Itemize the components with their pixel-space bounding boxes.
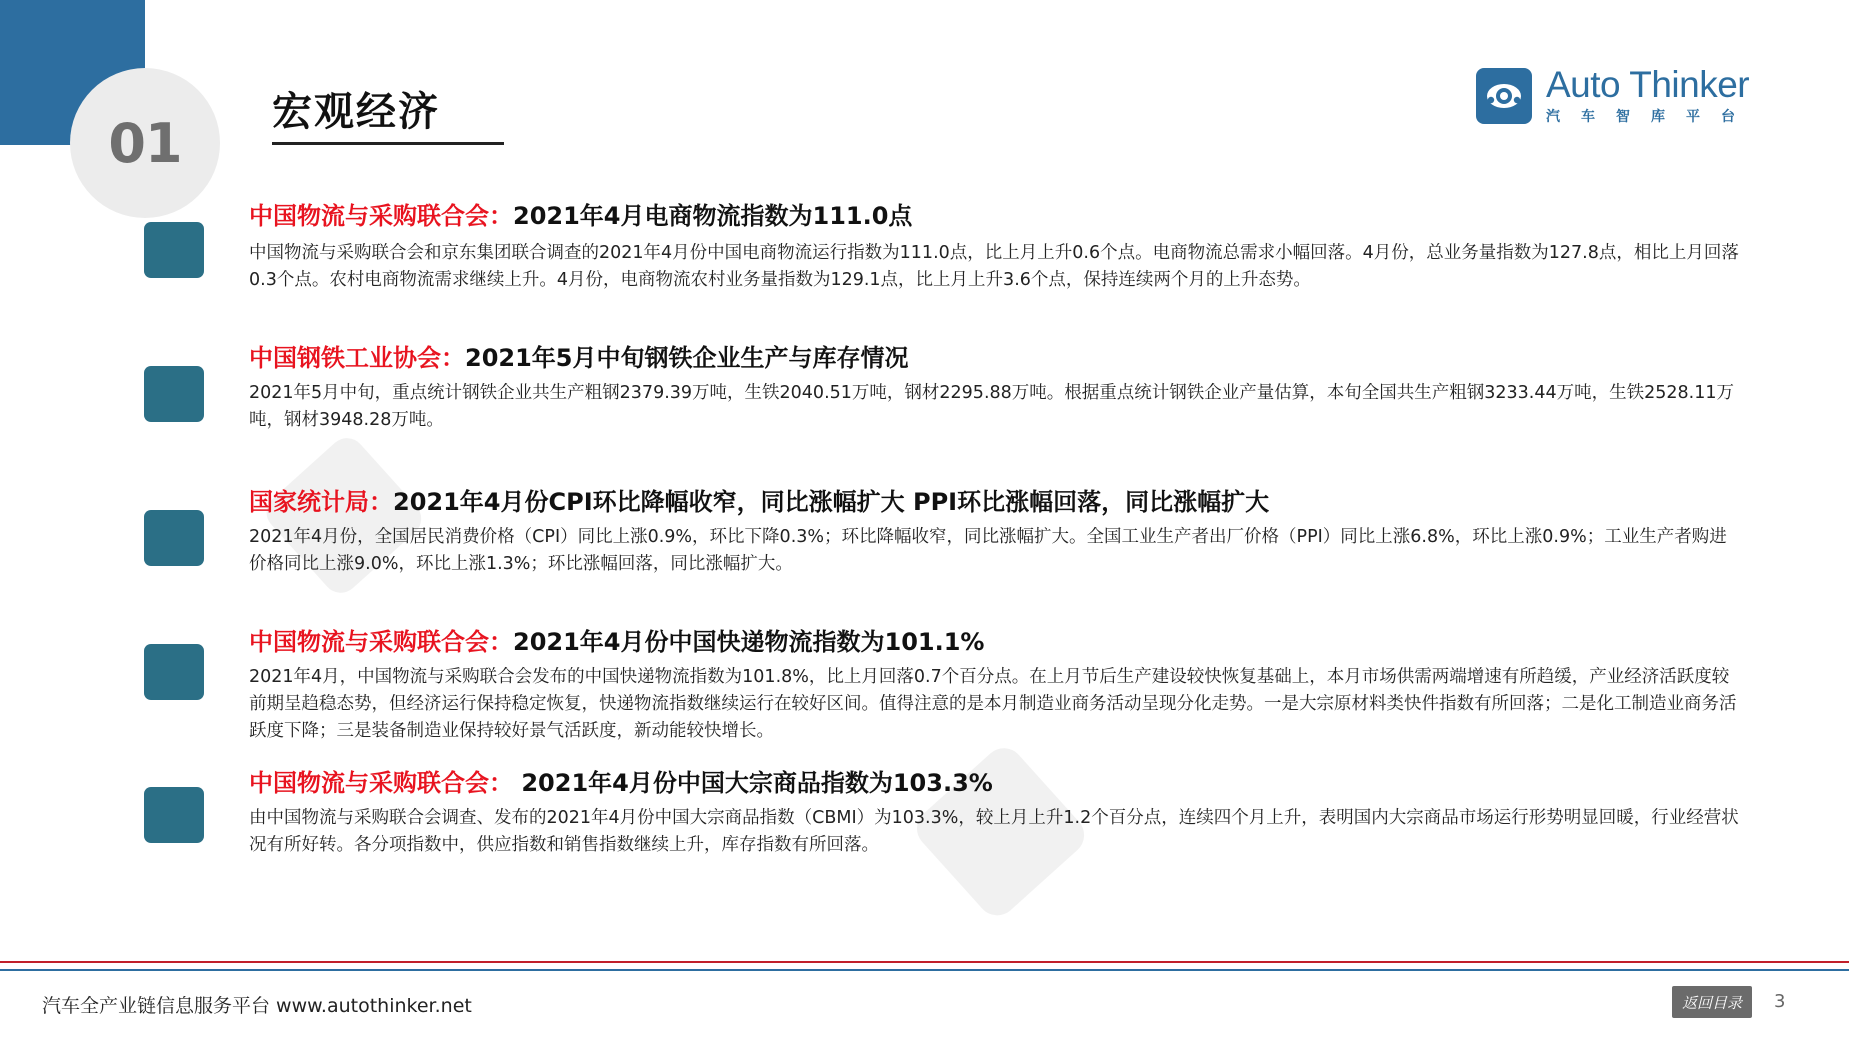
page-title: 宏观经济	[272, 89, 440, 135]
bullet-square	[144, 787, 204, 843]
news-source: 国家统计局：	[249, 488, 393, 516]
news-headline	[249, 622, 984, 657]
bullet-square	[144, 366, 204, 422]
back-to-contents-button[interactable]: 返回目录	[1672, 986, 1752, 1018]
news-body: 中国物流与采购联合会和京东集团联合调查的2021年4月份中国电商物流运行指数为111.0点，比上月上升0.6个点。电商物流总需求小幅回落。4月份，总业务量指数为127.8点，相比上月回落0.3个点。农村电商物流需求继续上升。4月份，电商物流农村业务量指数为129.1点，比上月上升3.6个点，保持连续两个月的上升态势。	[249, 243, 1739, 290]
section-number: 01	[108, 111, 182, 175]
bullet-square	[144, 510, 204, 566]
news-source: 中国物流与采购联合会：	[249, 202, 513, 230]
footer-divider-red	[0, 961, 1849, 963]
news-body: 2021年5月中旬，重点统计钢铁企业共生产粗钢2379.39万吨，生铁2040.51万吨，钢材2295.88万吨。根据重点统计钢铁企业产量估算，本旬全国共生产粗钢3233.44万吨，生铁2528.11万吨，钢材3948.28万吨。	[249, 383, 1735, 430]
news-source: 中国物流与采购联合会：	[249, 769, 513, 797]
news-title: 2021年4月份中国快递物流指数为101.1%	[513, 628, 985, 656]
news-source: 中国钢铁工业协会：	[249, 344, 465, 372]
brand-logo	[1476, 66, 1756, 126]
news-title: 2021年4月电商物流指数为111.0点	[513, 202, 913, 230]
logo-subtitle: 汽车智库平台	[1546, 109, 1756, 125]
news-headline	[249, 338, 909, 373]
news-title: 2021年4月份CPI环比降幅收窄，同比涨幅扩大 PPI环比涨幅回落，同比涨幅扩大	[393, 488, 1270, 516]
news-title: 2021年5月中旬钢铁企业生产与库存情况	[465, 344, 909, 372]
footer-platform-text: 汽车全产业链信息服务平台 www.autothinker.net	[42, 995, 472, 1017]
news-title: 2021年4月份中国大宗商品指数为103.3%	[513, 769, 993, 797]
logo-name: Auto Thinker	[1546, 64, 1750, 105]
page-number: 3	[1774, 991, 1786, 1012]
news-body: 2021年4月份，全国居民消费价格（CPI）同比上涨0.9%，环比下降0.3%；环比降幅收窄，同比涨幅扩大。全国工业生产者出厂价格（PPI）同比上涨6.8%，环比上涨0.9%；工业生产者购进价格同比上涨9.0%，环比上涨1.3%；环比涨幅回落，同比涨幅扩大。	[249, 527, 1727, 574]
section-number-badge	[70, 68, 220, 218]
news-source: 中国物流与采购联合会：	[249, 628, 513, 656]
title-underline	[272, 142, 504, 145]
footer-divider-blue	[0, 969, 1849, 971]
news-body: 2021年4月，中国物流与采购联合会发布的中国快递物流指数为101.8%，比上月回落0.7个百分点。在上月节后生产建设较快恢复基础上，本月市场供需两端增速有所趋缓，产业经济活跃度较前期呈趋稳态势，但经济运行保持稳定恢复，快递物流指数继续运行在较好区间。值得注意的是本月制造业商务活动呈现分化走势。一是大宗原材料类快件指数有所回落；二是化工制造业商务活跃度下降；三是装备制造业保持较好景气活跃度，新动能较快增长。	[249, 667, 1737, 741]
news-headline	[249, 763, 993, 798]
news-headline	[249, 196, 912, 231]
eye-logo-icon	[1476, 68, 1532, 124]
bullet-square	[144, 222, 204, 278]
bullet-square	[144, 644, 204, 700]
news-body: 由中国物流与采购联合会调查、发布的2021年4月份中国大宗商品指数（CBMI）为103.3%，较上月上升1.2个百分点，连续四个月上升，表明国内大宗商品市场运行形势明显回暖，行业经营状况有所好转。各分项指数中，供应指数和销售指数继续上升，库存指数有所回落。	[249, 808, 1739, 855]
news-headline	[249, 482, 1269, 517]
